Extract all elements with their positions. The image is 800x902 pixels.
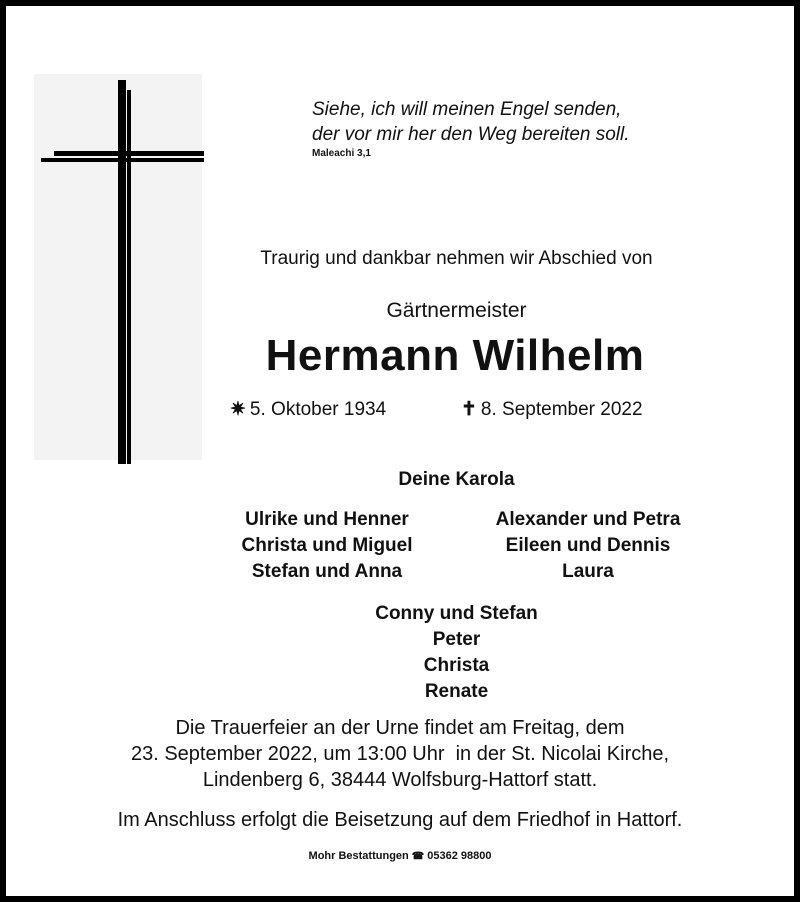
deceased-title: Gärtnermeister (386, 299, 527, 322)
mourner-name: Eileen und Dennis (505, 535, 671, 556)
mourners-left-column (177, 507, 477, 585)
farewell-intro: Traurig und dankbar nehmen wir Abschied von (260, 248, 653, 269)
phone-icon: ☎ (411, 851, 425, 862)
death-cross-icon: ✝ (461, 399, 477, 420)
mourner-name: Peter (432, 629, 481, 650)
mourner-name: Christa (423, 655, 490, 676)
service-line-1: Die Trauerfeier an der Urne findet am Freitag, dem (175, 717, 625, 739)
mourner-name: Conny und Stefan (375, 603, 538, 624)
death-date: 8. September 2022 (480, 399, 643, 420)
verse-reference: Maleachi 3,1 (312, 148, 371, 159)
bible-verse (312, 97, 630, 161)
service-line-2: 23. September 2022, um 13:00 Uhr in der St. Nicolai Kirche, (130, 743, 670, 765)
mourners-others (0, 601, 800, 705)
birth-date: 5. Oktober 1934 (249, 399, 387, 420)
service-line-3: Lindenberg 6, 38444 Wolfsburg-Hattorf statt. (202, 769, 598, 791)
service-info (0, 715, 800, 793)
mourners-right-column (438, 507, 738, 585)
burial-info: Im Anschluss erfolgt die Beisetzung auf dem Friedhof in Hattorf. (117, 809, 683, 831)
spouse-name: Deine Karola (398, 469, 515, 490)
death-date-line (461, 398, 643, 421)
undertaker-footer (0, 850, 800, 862)
verse-line-1: Siehe, ich will meinen Engel senden, (312, 99, 622, 120)
undertaker-phone: 05362 98800 (427, 850, 492, 862)
mourner-name: Laura (562, 561, 614, 582)
mourner-name: Ulrike und Henner (245, 509, 409, 530)
undertaker-name: Mohr Bestattungen (308, 850, 409, 862)
mourner-name: Christa und Miguel (241, 535, 413, 556)
mourner-name: Stefan und Anna (251, 561, 403, 582)
birth-star-icon: ✷ (230, 399, 246, 420)
mourner-name: Renate (424, 681, 489, 702)
birth-date-line (230, 398, 386, 421)
mourner-name: Alexander und Petra (495, 509, 681, 530)
deceased-name: Hermann Wilhelm (265, 331, 645, 380)
verse-line-2: der vor mir her den Weg bereiten soll. (312, 124, 630, 145)
